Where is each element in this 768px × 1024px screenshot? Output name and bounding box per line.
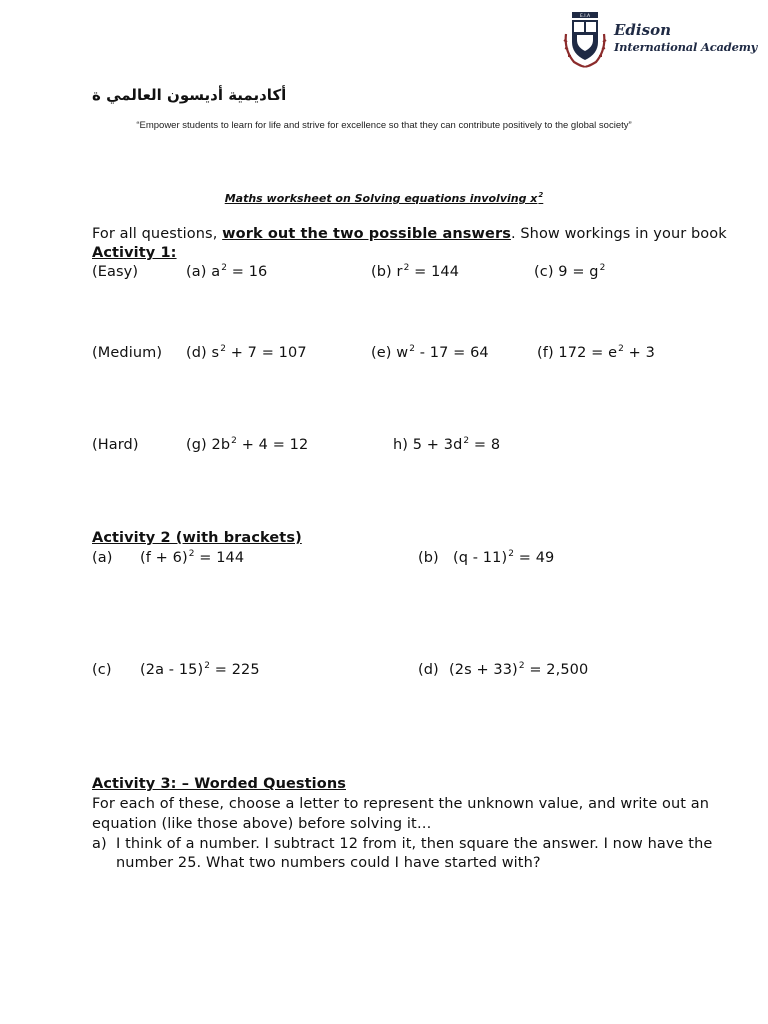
question-f-post: + 3	[623, 345, 655, 361]
intro-suffix: . Show workings in your book	[510, 226, 727, 242]
question-d-post: + 7 = 107	[226, 345, 307, 361]
intro-line	[92, 225, 727, 244]
bracket-b-post: = 49	[514, 550, 555, 566]
intro-prefix: For all questions,	[92, 226, 223, 242]
logo-name-line1: Edison	[614, 21, 671, 39]
bracket-b-label: (b)	[418, 550, 439, 566]
question-f-sup: 2	[618, 344, 624, 354]
bracket-d-sup: 2	[518, 661, 525, 671]
question-e-pre: (e) w	[371, 345, 409, 361]
bracket-a-pre: (f + 6)	[140, 550, 188, 566]
question-f	[537, 344, 655, 365]
question-d-sup: 2	[220, 344, 227, 354]
worksheet-title-text: Maths worksheet on Solving equations involving x	[224, 192, 538, 205]
bracket-c-sup: 2	[204, 661, 211, 671]
worded-question-a-line2: number 25. What two numbers could I have started with?	[116, 855, 541, 871]
question-h	[393, 436, 500, 457]
question-f-pre: (f) 172 = e	[537, 345, 618, 361]
question-b-post: = 144	[409, 264, 460, 280]
question-b	[371, 263, 459, 284]
school-logo	[560, 12, 758, 68]
question-h-post: = 8	[469, 437, 501, 453]
logo-name-line2: International Academy	[614, 40, 758, 54]
bracket-d-label: (d)	[418, 662, 439, 678]
arabic-school-name: أكاديمية أديسون العالمي ة	[92, 86, 287, 104]
bracket-a-sup: 2	[188, 549, 195, 559]
question-d	[186, 344, 307, 365]
crest-badge-text: E.I.A	[579, 14, 591, 19]
bracket-a-label: (a)	[92, 550, 113, 566]
bracket-question-a	[140, 549, 244, 570]
question-d-pre: (d) s	[186, 345, 220, 361]
school-motto: “Empower students to learn for life and strive for excellence so that they can contribute positively to the global society”	[136, 120, 632, 131]
question-a-sup: 2	[221, 263, 228, 273]
worksheet-title-superscript: 2	[538, 191, 544, 199]
bracket-c-post: = 225	[210, 662, 260, 678]
question-g	[186, 436, 308, 457]
question-e-sup: 2	[409, 344, 416, 354]
question-b-sup: 2	[403, 263, 410, 273]
easy-label: (Easy)	[92, 264, 139, 280]
question-c-sup: 2	[599, 263, 606, 273]
question-b-pre: (b) r	[371, 264, 403, 280]
school-crest-icon	[560, 12, 610, 68]
question-c	[534, 263, 605, 284]
activity3-instruction-line2: equation (like those above) before solving it…	[92, 816, 432, 832]
question-a	[186, 263, 267, 284]
question-h-sup: 2	[463, 436, 470, 446]
worded-question-a-label: a)	[92, 836, 107, 852]
intro-emphasis: work out the two possible answers	[222, 226, 511, 242]
question-g-pre: (g) 2b	[186, 437, 231, 453]
medium-label: (Medium)	[92, 345, 163, 361]
question-e	[371, 344, 489, 365]
question-g-sup: 2	[231, 436, 237, 446]
question-a-post: = 16	[227, 264, 268, 280]
bracket-c-pre: (2a - 15)	[140, 662, 204, 678]
bracket-question-b	[453, 549, 554, 570]
question-c-pre: (c) 9 = g	[534, 264, 599, 280]
activity3-instruction-line1: For each of these, choose a letter to represent the unknown value, and write out an	[92, 796, 710, 812]
bracket-b-sup: 2	[508, 549, 515, 559]
bracket-c-label: (c)	[92, 662, 112, 678]
worksheet-title	[0, 192, 768, 205]
hard-label: (Hard)	[92, 437, 139, 453]
question-a-pre: (a) a	[186, 264, 221, 280]
activity3-heading: Activity 3: – Worded Questions	[92, 776, 346, 792]
question-g-post: + 4 = 12	[237, 437, 309, 453]
bracket-b-pre: (q - 11)	[453, 550, 508, 566]
bracket-d-pre: (2s + 33)	[449, 662, 518, 678]
bracket-question-c	[140, 661, 260, 682]
bracket-a-post: = 144	[194, 550, 245, 566]
bracket-question-d	[449, 661, 588, 682]
question-h-pre: h) 5 + 3d	[393, 437, 463, 453]
bracket-d-post: = 2,500	[524, 662, 589, 678]
worded-question-a-line1: I think of a number. I subtract 12 from it, then square the answer. I now have the	[116, 836, 713, 852]
activity2-heading: Activity 2 (with brackets)	[92, 530, 302, 546]
activity1-heading: Activity 1:	[92, 245, 177, 261]
question-e-post: - 17 = 64	[415, 345, 489, 361]
